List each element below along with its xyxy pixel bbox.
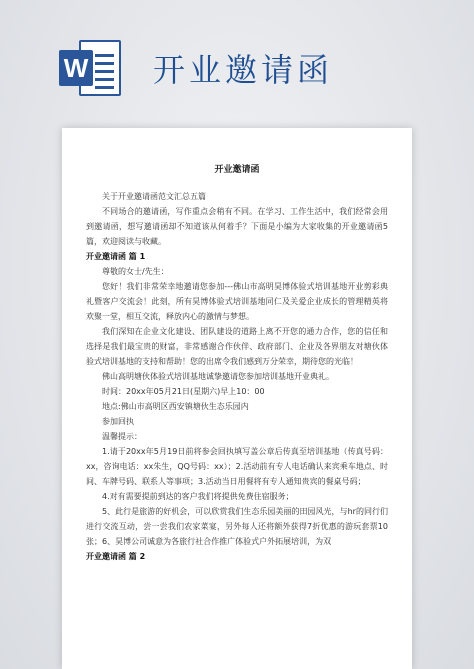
word-document-icon bbox=[55, 36, 125, 100]
body-paragraph: 参加回执 bbox=[102, 417, 134, 426]
body-paragraph: 5、此行是旅游的好机会，可以欣赏我们生态乐园美丽的田园风光，与hr的同行们进行交流互动，尝一尝我们农家菜宴，另外每人还将额外获得7折优惠的游玩套票10张；6、昊博公司诚意为各旅行社合作推广体验式户外拓展培训，为双 bbox=[86, 507, 388, 546]
section-heading: 开业邀请函 篇 1 bbox=[86, 252, 146, 261]
body-paragraph: 1.请于20xx年5月19日前将参会回执填写盖公章后传真至培训基地（传真号码：xx，咨询电话：xx朱生，QQ号码：xx）；2.活动前有专人电话确认来宾乘车地点、时间、车牌号码、联系人等事项；3.活动当日用餐将有专人通知贵宾的餐桌号码； bbox=[86, 447, 388, 486]
body-paragraph: 您好！我们非常荣幸地邀请您参加---佛山市高明昊博体验式培训基地开业剪彩典礼暨客户交流会！此刻，所有昊博体验式培训基地同仁及关爱企业成长的管理精英将欢聚一堂，相互交流，释放内心的激情与梦想。 bbox=[86, 282, 388, 321]
body-paragraph: 地点:佛山市高明区西安镇塘伙生态乐园内 bbox=[102, 402, 249, 411]
body-paragraph: 尊敬的女士/先生： bbox=[102, 267, 169, 276]
document-page bbox=[62, 128, 412, 669]
body-paragraph: 佛山高明塘伙体验式培训基地诚挚邀请您参加培训基地开业典礼。 bbox=[102, 372, 334, 381]
body-paragraph: 温馨提示： bbox=[102, 432, 142, 441]
header-banner bbox=[55, 36, 333, 100]
body-paragraph: 时间：20xx年05月21日(星期六)早上10：00 bbox=[102, 387, 265, 396]
section-heading: 开业邀请函 篇 2 bbox=[86, 552, 146, 561]
body-paragraph: 关于开业邀请函范文汇总五篇 bbox=[102, 192, 206, 201]
document-body bbox=[86, 189, 388, 564]
page-title: 开业邀请函 bbox=[153, 51, 334, 89]
document-title: 开业邀请函 bbox=[214, 165, 260, 175]
body-paragraph: 4.对有需要提前到达的客户我们将提供免费住宿服务； bbox=[102, 492, 294, 501]
word-logo-badge: W bbox=[59, 50, 93, 86]
body-paragraph: 不同场合的邀请函，写作重点会稍有不同。在学习、工作生活中，我们经常会用到邀请函，想写邀请函却不知道该从何着手？下面是小编为大家收集的开业邀请函5篇，欢迎阅读与收藏。 bbox=[86, 207, 388, 246]
body-paragraph: 我们深知在企业文化建设、团队建设的道路上离不开您的通力合作，您的信任和选择是我们最宝贵的财富，非常感谢合作伙伴、政府部门、企业及各界朋友对塘伙体验式培训基地的支持和帮助！您的出席令我们感到万分荣幸，期待您的光临！ bbox=[86, 327, 388, 366]
